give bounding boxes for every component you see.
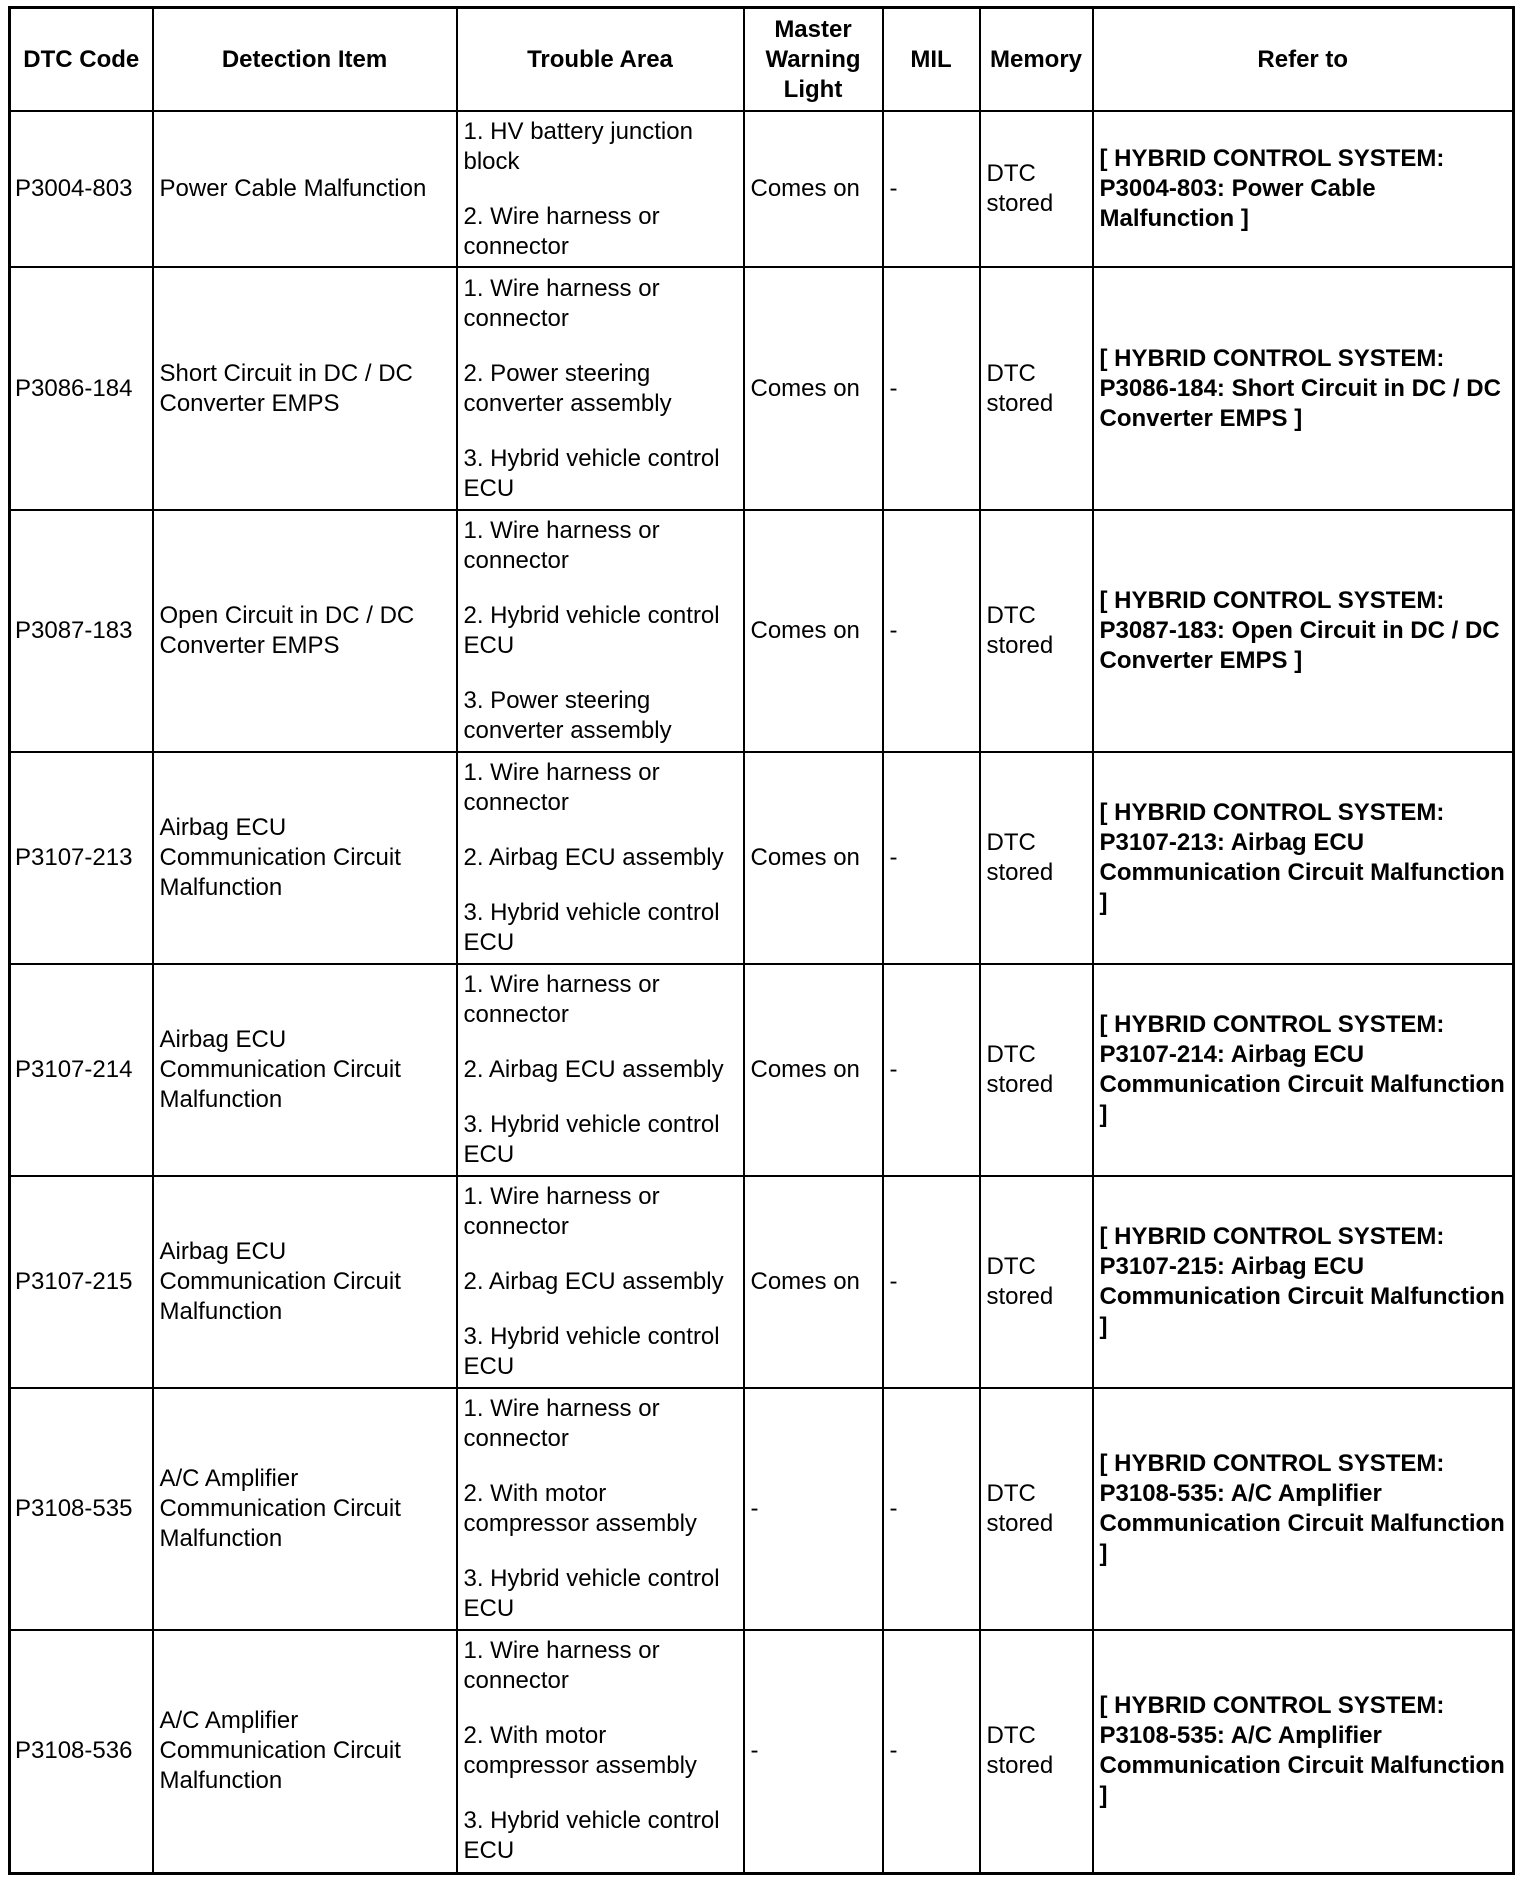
header-memory: Memory [980, 8, 1093, 112]
refer-to-cell: [ HYBRID CONTROL SYSTEM: P3107-215: Airbag ECU Communication Circuit Malfunction ] [1093, 1176, 1514, 1388]
trouble-area-item: 1. Wire harness or connector [463, 759, 660, 816]
master-warning-light-cell: Comes on [744, 267, 883, 510]
memory-cell: DTC stored [980, 1630, 1093, 1873]
table-row [10, 964, 1514, 1176]
master-warning-light-cell: Comes on [744, 1176, 883, 1388]
trouble-area-cell [457, 267, 744, 510]
trouble-area-item: 1. Wire harness or connector [463, 1183, 660, 1240]
trouble-area-item: 3. Hybrid vehicle control ECU [463, 444, 720, 502]
master-warning-light-cell: - [744, 1630, 883, 1873]
trouble-area-cell [457, 1388, 744, 1630]
refer-to-cell: [ HYBRID CONTROL SYSTEM: P3107-214: Airbag ECU Communication Circuit Malfunction ] [1093, 964, 1514, 1176]
header-refer-to: Refer to [1093, 8, 1514, 112]
detection-item-cell: Airbag ECU Communication Circuit Malfunction [153, 964, 457, 1176]
mil-cell: - [883, 111, 980, 267]
mil-cell: - [883, 1630, 980, 1873]
memory-cell: DTC stored [980, 510, 1093, 752]
memory-cell: DTC stored [980, 752, 1093, 964]
trouble-area-item: 1. Wire harness or connector [463, 1395, 660, 1452]
header-dtc-code: DTC Code [10, 8, 153, 112]
master-warning-light-cell: Comes on [744, 964, 883, 1176]
trouble-area-item: 1. Wire harness or connector [463, 517, 660, 574]
refer-to-cell: [ HYBRID CONTROL SYSTEM: P3108-535: A/C Amplifier Communication Circuit Malfunction ] [1093, 1630, 1514, 1873]
table-row [10, 267, 1514, 510]
memory-cell: DTC stored [980, 1176, 1093, 1388]
trouble-area-item: 3. Hybrid vehicle control ECU [463, 899, 720, 956]
master-warning-light-cell: Comes on [744, 752, 883, 964]
trouble-area-cell [457, 510, 744, 752]
table-header-row [10, 8, 1514, 112]
master-warning-light-cell: - [744, 1388, 883, 1630]
mil-cell: - [883, 1176, 980, 1388]
trouble-area-item: 1. Wire harness or connector [463, 1637, 660, 1695]
trouble-area-cell [457, 964, 744, 1176]
memory-cell: DTC stored [980, 1388, 1093, 1630]
refer-to-cell: [ HYBRID CONTROL SYSTEM: P3004-803: Power Cable Malfunction ] [1093, 111, 1514, 267]
trouble-area-item: 2. With motor compressor assembly [463, 1480, 697, 1537]
table-row [10, 1388, 1514, 1630]
mil-cell: - [883, 964, 980, 1176]
memory-cell: DTC stored [980, 267, 1093, 510]
trouble-area-item: 2. Power steering converter assembly [463, 359, 672, 417]
trouble-area-cell [457, 111, 744, 267]
header-mil: MIL [883, 8, 980, 112]
trouble-area-item: 3. Power steering converter assembly [463, 687, 672, 744]
detection-item-cell: Airbag ECU Communication Circuit Malfunction [153, 1176, 457, 1388]
trouble-area-cell [457, 1176, 744, 1388]
trouble-area-item: 1. Wire harness or connector [463, 274, 660, 332]
refer-to-cell: [ HYBRID CONTROL SYSTEM: P3087-183: Open Circuit in DC / DC Converter EMPS ] [1093, 510, 1514, 752]
dtc-code-cell: P3004-803 [10, 111, 153, 267]
table-row [10, 111, 1514, 267]
dtc-code-cell: P3087-183 [10, 510, 153, 752]
trouble-area-item: 2. Hybrid vehicle control ECU [463, 602, 720, 659]
trouble-area-cell [457, 1630, 744, 1873]
table-row [10, 1176, 1514, 1388]
dtc-code-cell: P3108-536 [10, 1630, 153, 1873]
table-row [10, 752, 1514, 964]
header-master-warning-light: Master Warning Light [744, 8, 883, 112]
trouble-area-item: 3. Hybrid vehicle control ECU [463, 1323, 720, 1380]
table-body [10, 111, 1514, 1873]
trouble-area-item: 2. Airbag ECU assembly [463, 1056, 724, 1083]
refer-to-cell: [ HYBRID CONTROL SYSTEM: P3108-535: A/C Amplifier Communication Circuit Malfunction ] [1093, 1388, 1514, 1630]
trouble-area-item: 1. HV battery junction block [463, 117, 693, 175]
detection-item-cell: A/C Amplifier Communication Circuit Malfunction [153, 1388, 457, 1630]
trouble-area-item: 2. Airbag ECU assembly [463, 1268, 724, 1295]
refer-to-cell: [ HYBRID CONTROL SYSTEM: P3107-213: Airbag ECU Communication Circuit Malfunction ] [1093, 752, 1514, 964]
detection-item-cell: A/C Amplifier Communication Circuit Malfunction [153, 1630, 457, 1873]
detection-item-cell: Power Cable Malfunction [153, 111, 457, 267]
trouble-area-item: 3. Hybrid vehicle control ECU [463, 1111, 720, 1168]
dtc-table [8, 6, 1515, 1875]
trouble-area-item: 1. Wire harness or connector [463, 971, 660, 1028]
table-row [10, 510, 1514, 752]
master-warning-light-cell: Comes on [744, 111, 883, 267]
dtc-code-cell: P3108-535 [10, 1388, 153, 1630]
trouble-area-item: 3. Hybrid vehicle control ECU [463, 1807, 720, 1865]
table-row [10, 1630, 1514, 1873]
trouble-area-item: 3. Hybrid vehicle control ECU [463, 1565, 720, 1622]
detection-item-cell: Short Circuit in DC / DC Converter EMPS [153, 267, 457, 510]
mil-cell: - [883, 752, 980, 964]
header-detection-item: Detection Item [153, 8, 457, 112]
dtc-code-cell: P3086-184 [10, 267, 153, 510]
mil-cell: - [883, 267, 980, 510]
detection-item-cell: Airbag ECU Communication Circuit Malfunction [153, 752, 457, 964]
trouble-area-item: 2. Airbag ECU assembly [463, 844, 724, 871]
header-trouble-area: Trouble Area [457, 8, 744, 112]
trouble-area-item: 2. With motor compressor assembly [463, 1722, 697, 1780]
master-warning-light-cell: Comes on [744, 510, 883, 752]
mil-cell: - [883, 1388, 980, 1630]
dtc-code-cell: P3107-214 [10, 964, 153, 1176]
dtc-code-cell: P3107-213 [10, 752, 153, 964]
trouble-area-item: 2. Wire harness or connector [463, 202, 660, 260]
trouble-area-cell [457, 752, 744, 964]
mil-cell: - [883, 510, 980, 752]
refer-to-cell: [ HYBRID CONTROL SYSTEM: P3086-184: Short Circuit in DC / DC Converter EMPS ] [1093, 267, 1514, 510]
dtc-code-cell: P3107-215 [10, 1176, 153, 1388]
memory-cell: DTC stored [980, 964, 1093, 1176]
detection-item-cell: Open Circuit in DC / DC Converter EMPS [153, 510, 457, 752]
memory-cell: DTC stored [980, 111, 1093, 267]
